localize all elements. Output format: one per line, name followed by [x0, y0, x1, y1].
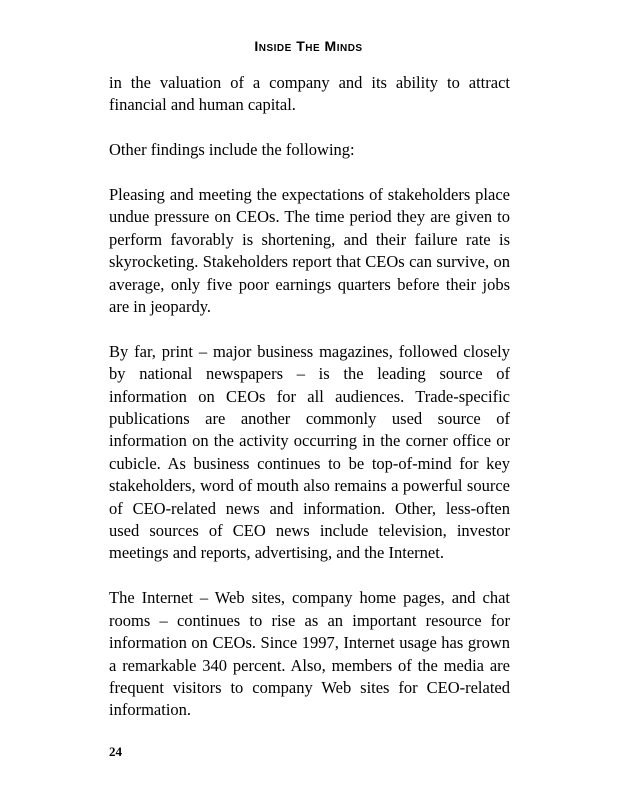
paragraph: By far, print – major business magazines, followed closely by national newspapers – is the leading source of information on CEOs for all audiences. Trade-specific publications are another commonly used source of information on the activity occurring in the corner office or cubicle. As business continues to be top-of-mind for key stakeholders, word of mouth also remains a powerful source of CEO-related news and information. Other, less-often used sources of CEO news include television, investor meetings and reports, advertising, and the Internet. [109, 341, 510, 563]
running-head: Inside The Minds [254, 38, 363, 54]
page-number: 24 [109, 744, 122, 759]
body-text [109, 72, 510, 744]
paragraph: The Internet – Web sites, company home pages, and chat rooms – continues to rise as an important resource for information on CEOs. Since 1997, Internet usage has grown a remarkable 340 percent. Also, members of the media are frequent visitors to company Web sites for CEO-related information. [109, 588, 510, 720]
paragraph: Other findings include the following: [109, 140, 355, 160]
paragraph: in the valuation of a company and its ability to attract financial and human capital. [109, 73, 510, 115]
paragraph: Pleasing and meeting the expectations of stakeholders place undue pressure on CEOs. The time period they are given to perform favorably is shortening, and their failure rate is skyrocketing. Stakeholders report that CEOs can survive, on average, only five poor earnings quarters before their jobs are in jeopardy. [109, 185, 510, 317]
